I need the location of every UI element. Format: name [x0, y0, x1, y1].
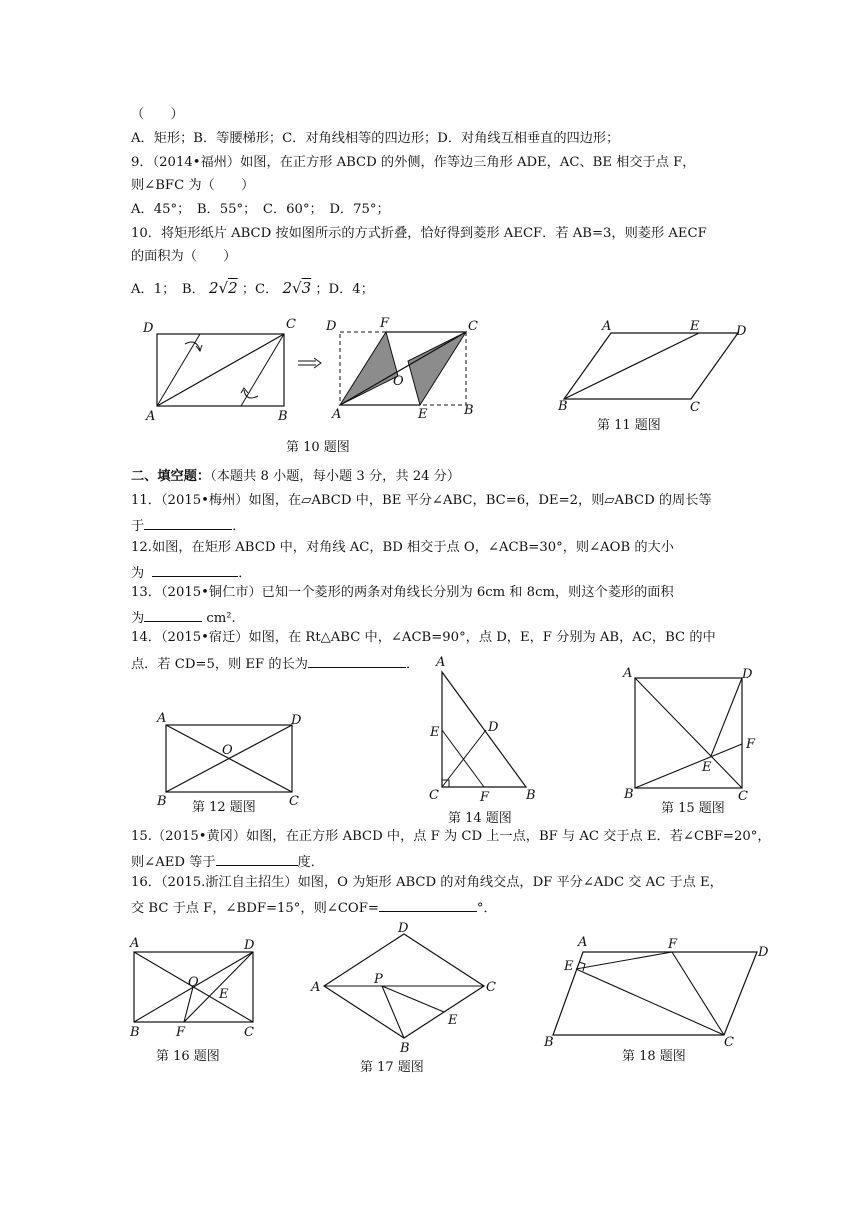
q14-text: 点．若 CD=5，则 EF 的长为 [131, 657, 308, 672]
label-B: B [464, 403, 474, 418]
label-D: D [326, 319, 337, 334]
q9-options: A．45°； B．55°； C．60°； D．75°； [131, 202, 390, 217]
q15-stem: 15.（2015•黄冈）如图，在正方形 ABCD 中，点 F 为 CD 上一点，BF 与 AC 交于点 E．若∠CBF=20°， [131, 829, 771, 844]
label-D: D [143, 321, 154, 336]
label-B: B [278, 409, 288, 424]
q8-answer-bracket: （ ） [131, 107, 184, 122]
q15-stem-cont [131, 852, 324, 871]
q14-stem-cont [131, 654, 419, 673]
label-A: A [146, 409, 156, 424]
label-B: B [558, 399, 568, 414]
label-F: F [176, 1025, 186, 1040]
label-E: E [448, 1013, 458, 1028]
q16-unit: °． [476, 901, 497, 916]
label-D: D [742, 667, 753, 682]
section-fill-in [131, 469, 460, 485]
q10-stem: 10．将矩形纸片 ABCD 按如图所示的方式折叠，恰好得到菱形 AECF．若 AB=3，则菱形 AECF [131, 226, 707, 241]
q13-unit: cm². [202, 611, 236, 626]
label-E: E [702, 760, 712, 775]
q11-stem-cont [131, 516, 245, 535]
label-D: D [758, 945, 769, 960]
label-F: F [668, 937, 678, 952]
label-A: A [332, 407, 342, 422]
label-E: E [219, 987, 229, 1002]
q12-period: ． [238, 566, 252, 581]
q12-stem: 12.如图，在矩形 ABCD 中，对角线 AC，BD 相交于点 O，∠ACB=30°，则∠AOB 的大小 [131, 540, 674, 555]
figure-11-parallelogram [556, 316, 756, 416]
label-B: B [526, 788, 536, 803]
q10-option-c-coef: 2 [282, 279, 293, 297]
label-F: F [746, 737, 756, 752]
q16-stem: 16．（2015.浙江自主招生）如图，O 为矩形 ABCD 的对角线交点，DF 平分∠ADC 交 AC 于点 E， [131, 875, 723, 890]
label-A: A [578, 935, 588, 950]
label-O: O [188, 975, 199, 990]
label-D: D [244, 938, 255, 953]
label-E: E [430, 725, 440, 740]
label-D: D [736, 324, 747, 339]
label-F: F [480, 790, 490, 805]
q10-option-c-label: ；C． [241, 282, 279, 297]
q9-stem-cont: 则∠BFC 为（ ） [131, 178, 255, 193]
q10-option-b-radicand: 2 [228, 279, 238, 297]
label-A: A [157, 711, 167, 726]
label-D: D [398, 921, 409, 936]
q15-unit: 度． [297, 855, 324, 870]
q14-period: ． [405, 657, 420, 672]
q10-stem-cont: 的面积为（ ） [131, 249, 237, 264]
q10-option-a-b: A．1； B． [131, 282, 205, 297]
q8-options: A．矩形；B．等腰梯形；C．对角线相等的四边形；D．对角线互相垂直的四边形； [131, 131, 620, 146]
q15-answer-blank[interactable] [216, 852, 298, 866]
q13-stem: 13．（2015•铜仁市）已知一个菱形的两条对角线长分别为 6cm 和 8cm，则这个菱形的面积 [131, 585, 674, 600]
label-C: C [244, 1025, 254, 1040]
q10-options [131, 280, 374, 298]
q12-answer-blank[interactable] [152, 563, 238, 577]
label-C: C [468, 319, 478, 334]
label-B: B [130, 1025, 140, 1040]
q13-answer-blank[interactable] [144, 608, 202, 622]
caption-figure-10: 第 10 题图 [286, 440, 350, 455]
label-A: A [311, 980, 321, 995]
label-E: E [564, 959, 574, 974]
caption-figure-12: 第 12 题图 [192, 800, 256, 815]
label-A: A [623, 666, 633, 681]
label-E: E [418, 407, 428, 422]
caption-figure-14: 第 14 题图 [448, 811, 512, 826]
sqrt-icon: √ [292, 279, 302, 297]
q10-option-b-coef: 2 [208, 279, 219, 297]
sqrt-icon: √ [218, 279, 229, 297]
q11-text: 于 [131, 519, 145, 534]
q12-stem-cont [131, 563, 251, 582]
figure-14-right-triangle [424, 652, 544, 805]
label-C: C [738, 789, 748, 804]
label-E: E [690, 319, 700, 334]
section-note: （本题共 8 小题，每小题 3 分，共 24 分） [210, 469, 461, 484]
label-B: B [157, 794, 167, 809]
caption-figure-17: 第 17 题图 [360, 1060, 424, 1075]
label-D: D [291, 713, 302, 728]
caption-figure-15: 第 15 题图 [661, 801, 725, 816]
q15-text: 则∠AED 等于 [131, 855, 216, 870]
caption-figure-16: 第 16 题图 [156, 1049, 220, 1064]
figure-18-parallelogram [540, 932, 780, 1052]
label-B: B [624, 787, 634, 802]
figure-16-rectangle [124, 936, 274, 1046]
figure-15-square [620, 664, 770, 804]
label-A: A [436, 655, 446, 670]
q12-text: 为 [131, 566, 145, 581]
figure-12-rectangle [154, 708, 314, 808]
label-P: P [374, 972, 383, 987]
caption-figure-18: 第 18 题图 [622, 1049, 686, 1064]
q14-stem: 14．（2015•宿迁）如图，在 Rt△ABC 中，∠ACB=90°，点 D，E，F 分别为 AB，AC，BC 的中 [131, 630, 716, 645]
q16-text: 交 BC 于点 F，∠BDF=15°，则∠COF= [131, 901, 379, 916]
label-B: B [544, 1035, 554, 1050]
figure-17-rhombus [308, 920, 508, 1060]
q11-period: ． [232, 519, 246, 534]
section-title: 二、填空题： [131, 469, 211, 484]
figure-10-rectangle [140, 316, 310, 426]
q10-option-d: ；D．4； [315, 282, 374, 297]
q16-answer-blank[interactable] [379, 898, 477, 912]
label-O: O [393, 374, 404, 389]
label-O: O [222, 743, 233, 758]
label-B: B [400, 1041, 410, 1056]
figure-10-folded [322, 314, 492, 424]
label-C: C [690, 400, 700, 415]
label-D: D [488, 720, 499, 735]
label-C: C [286, 317, 296, 332]
q11-answer-blank[interactable] [144, 516, 232, 530]
label-A: A [602, 319, 612, 334]
q13-stem-cont [131, 608, 236, 627]
label-F: F [380, 316, 390, 331]
label-C: C [429, 788, 439, 803]
label-C: C [724, 1035, 734, 1050]
arrow-icon [296, 355, 324, 371]
q13-text: 为 [131, 611, 145, 626]
q14-answer-blank[interactable] [308, 654, 406, 668]
q10-option-c-radicand: 3 [301, 279, 312, 297]
q9-stem: 9．（2014•福州）如图，在正方形 ABCD 的外侧，作等边三角形 ADE，AC、BE 相交于点 F， [131, 155, 696, 170]
q11-stem: 11．（2015•梅州）如图，在▱ABCD 中，BE 平分∠ABC，BC=6，DE=2，则▱ABCD 的周长等 [131, 493, 712, 508]
label-A: A [130, 936, 140, 951]
label-C: C [486, 980, 496, 995]
caption-figure-11: 第 11 题图 [597, 418, 661, 433]
label-C: C [289, 794, 299, 809]
q16-stem-cont [131, 898, 497, 917]
